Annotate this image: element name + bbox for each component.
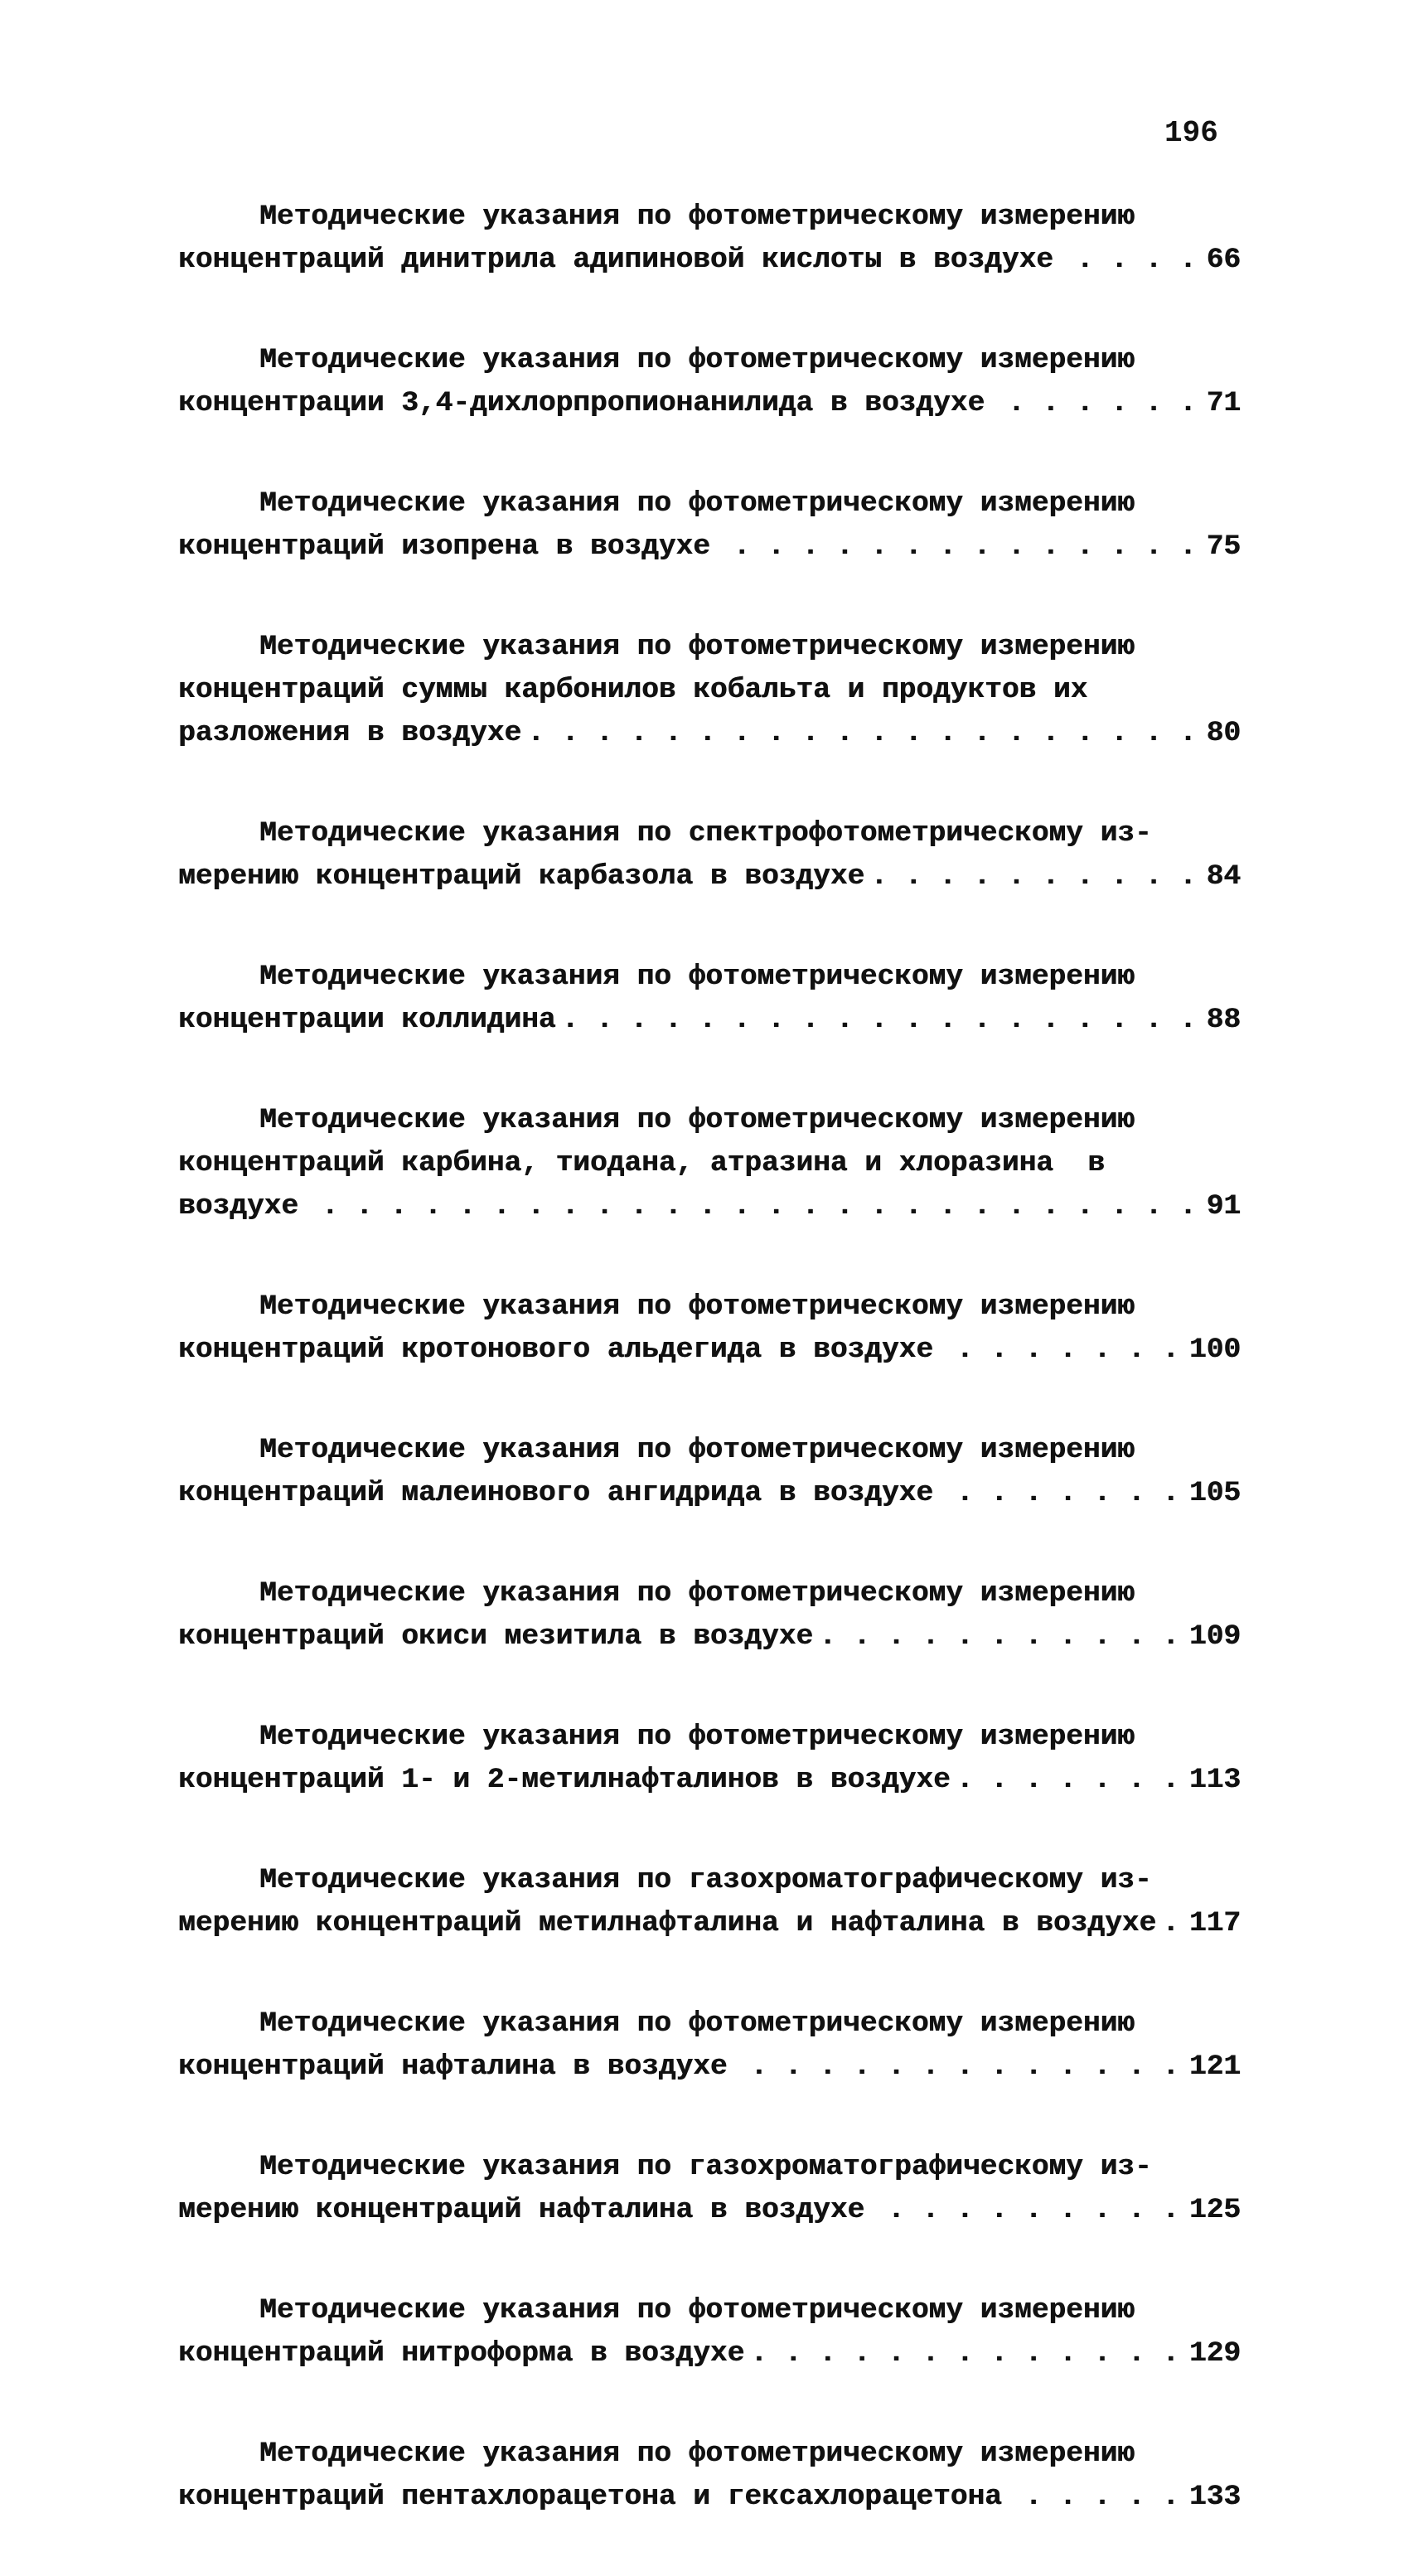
toc-entry-last-line bbox=[178, 1329, 1241, 1372]
toc-entry-line: Методические указания по газохроматографическому из- bbox=[259, 1864, 1152, 1896]
dot-leader bbox=[1053, 239, 1197, 282]
toc-page-number: 100 bbox=[1188, 1334, 1241, 1366]
dot-leader bbox=[864, 855, 1196, 898]
toc-entry-line: Методические указания по фотометрическому измерению bbox=[259, 961, 1135, 993]
toc-page-number: 105 bbox=[1188, 1477, 1241, 1509]
toc-entry bbox=[178, 956, 1241, 1042]
toc-page-number: 80 bbox=[1206, 717, 1241, 749]
page-number: 196 bbox=[1164, 116, 1218, 150]
toc-entry-title-end: концентраций пентахлорацетона и гексахлорацетона bbox=[178, 2481, 1002, 2513]
dot-leader bbox=[521, 712, 1197, 755]
toc-entry-title-end: концентраций 1- и 2-метилнафталинов в воздухе bbox=[178, 1764, 951, 1796]
toc-entry-line: Методические указания по газохроматографическому из- bbox=[259, 2151, 1152, 2183]
toc-entry-title-end: концентраций изопрена в воздухе bbox=[178, 530, 710, 563]
toc-entry-line: Методические указания по фотометрическому измерению bbox=[259, 1104, 1135, 1136]
toc-entry-title-end: концентрации коллидина bbox=[178, 1004, 556, 1036]
toc-page-number: 71 bbox=[1206, 387, 1241, 419]
toc-entry bbox=[178, 1716, 1241, 1802]
toc-entry bbox=[178, 196, 1241, 282]
toc-entry-last-line bbox=[178, 1759, 1241, 1802]
toc-entry bbox=[178, 339, 1241, 425]
toc-entry-last-line bbox=[178, 2476, 1241, 2519]
toc-page-number: 84 bbox=[1206, 860, 1241, 893]
toc-entry-line: Методические указания по фотометрическому измерению bbox=[259, 2438, 1135, 2470]
toc-entry-last-line bbox=[178, 712, 1241, 755]
toc-entry-last-line bbox=[178, 999, 1241, 1042]
dot-leader bbox=[728, 2046, 1179, 2089]
toc-entry-title-end: воздухе bbox=[178, 1190, 298, 1223]
toc-entry bbox=[178, 2146, 1241, 2232]
toc-entry-line: концентраций суммы карбонилов кобальта и продуктов их bbox=[178, 674, 1088, 706]
toc-entry-line: Методические указания по фотометрическому измерению bbox=[259, 1721, 1135, 1753]
toc-entry-last-line bbox=[178, 2189, 1241, 2232]
toc-entry-line: концентраций карбина, тиодана, атразина и хлоразина в bbox=[178, 1147, 1105, 1179]
toc-entry-last-line bbox=[178, 855, 1241, 898]
toc-entry-line: Методические указания по фотометрическому измерению bbox=[259, 631, 1135, 663]
toc-entry-title-end: концентрации 3,4-дихлорпропионанилида в воздухе bbox=[178, 387, 985, 419]
dot-leader bbox=[744, 2332, 1179, 2375]
toc-page-number: 91 bbox=[1206, 1190, 1241, 1223]
toc-page-number: 88 bbox=[1206, 1004, 1241, 1036]
toc-entry-line: Методические указания по фотометрическому измерению bbox=[259, 1290, 1135, 1323]
dot-leader bbox=[298, 1185, 1197, 1228]
toc-entry-last-line bbox=[178, 382, 1241, 425]
toc-entry-title-end: концентраций нитроформа в воздухе bbox=[178, 2337, 745, 2370]
dot-leader bbox=[985, 382, 1197, 425]
toc-entry bbox=[178, 1429, 1241, 1515]
dot-leader bbox=[1156, 1902, 1179, 1945]
dot-leader bbox=[933, 1329, 1179, 1372]
toc-entry-title-end: мерению концентраций метилнафталина и нафталина в воздухе bbox=[178, 1907, 1157, 1939]
toc-entry-line: Методические указания по фотометрическому измерению bbox=[259, 1434, 1135, 1466]
toc-entry-line: Методические указания по фотометрическому измерению bbox=[259, 487, 1135, 520]
toc-entry-title-end: концентраций динитрила адипиновой кислоты в воздухе bbox=[178, 244, 1053, 276]
toc-entry-last-line bbox=[178, 1185, 1241, 1228]
toc-page-number: 113 bbox=[1188, 1764, 1241, 1796]
toc-entry bbox=[178, 2433, 1241, 2519]
toc-page-number: 66 bbox=[1206, 244, 1241, 276]
toc-entry bbox=[178, 1286, 1241, 1372]
toc-entry-last-line bbox=[178, 1615, 1241, 1658]
toc-entry bbox=[178, 482, 1241, 569]
toc-entry-line: Методические указания по фотометрическому измерению bbox=[259, 2007, 1135, 2040]
dot-leader bbox=[864, 2189, 1179, 2232]
toc-page-number: 121 bbox=[1188, 2051, 1241, 2083]
toc-entry-line: Методические указания по фотометрическому измерению bbox=[259, 2294, 1135, 2327]
toc-entry-line: Методические указания по фотометрическому измерению bbox=[259, 344, 1135, 376]
table-of-contents bbox=[178, 196, 1241, 2576]
toc-entry-title-end: концентраций кротонового альдегида в воздухе bbox=[178, 1334, 933, 1366]
toc-entry-last-line bbox=[178, 1902, 1241, 1945]
toc-entry-last-line bbox=[178, 2332, 1241, 2375]
toc-entry-last-line bbox=[178, 525, 1241, 569]
dot-leader bbox=[1002, 2476, 1179, 2519]
toc-page-number: 109 bbox=[1188, 1620, 1241, 1653]
toc-page-number: 133 bbox=[1188, 2481, 1241, 2513]
toc-entry bbox=[178, 812, 1241, 898]
toc-entry bbox=[178, 2002, 1241, 2089]
toc-entry-line: Методические указания по фотометрическому измерению bbox=[259, 201, 1135, 233]
dot-leader bbox=[951, 1759, 1179, 1802]
dot-leader bbox=[710, 525, 1197, 569]
toc-page-number: 117 bbox=[1188, 1907, 1241, 1939]
toc-page-number: 125 bbox=[1188, 2194, 1241, 2226]
toc-page-number: 129 bbox=[1188, 2337, 1241, 2370]
toc-entry-line: Методические указания по фотометрическому измерению bbox=[259, 1577, 1135, 1610]
toc-entry-last-line bbox=[178, 2046, 1241, 2089]
toc-entry bbox=[178, 1859, 1241, 1945]
dot-leader bbox=[813, 1615, 1179, 1658]
toc-entry-title-end: мерению концентраций карбазола в воздухе bbox=[178, 860, 865, 893]
toc-entry-title-end: концентраций малеинового ангидрида в воздухе bbox=[178, 1477, 933, 1509]
toc-entry-title-end: мерению концентраций нафталина в воздухе bbox=[178, 2194, 865, 2226]
toc-entry-last-line bbox=[178, 1472, 1241, 1515]
dot-leader bbox=[555, 999, 1196, 1042]
toc-entry-title-end: концентраций окиси мезитила в воздухе bbox=[178, 1620, 814, 1653]
toc-entry bbox=[178, 1572, 1241, 1658]
dot-leader bbox=[933, 1472, 1179, 1515]
toc-entry bbox=[178, 2289, 1241, 2375]
toc-entry-title-end: разложения в воздухе bbox=[178, 717, 522, 749]
toc-entry-last-line bbox=[178, 239, 1241, 282]
toc-entry bbox=[178, 1099, 1241, 1228]
toc-entry-line: Методические указания по спектрофотометрическому из- bbox=[259, 817, 1152, 850]
toc-entry-title-end: концентраций нафталина в воздухе bbox=[178, 2051, 728, 2083]
toc-entry bbox=[178, 626, 1241, 755]
toc-page-number: 75 bbox=[1206, 530, 1241, 563]
